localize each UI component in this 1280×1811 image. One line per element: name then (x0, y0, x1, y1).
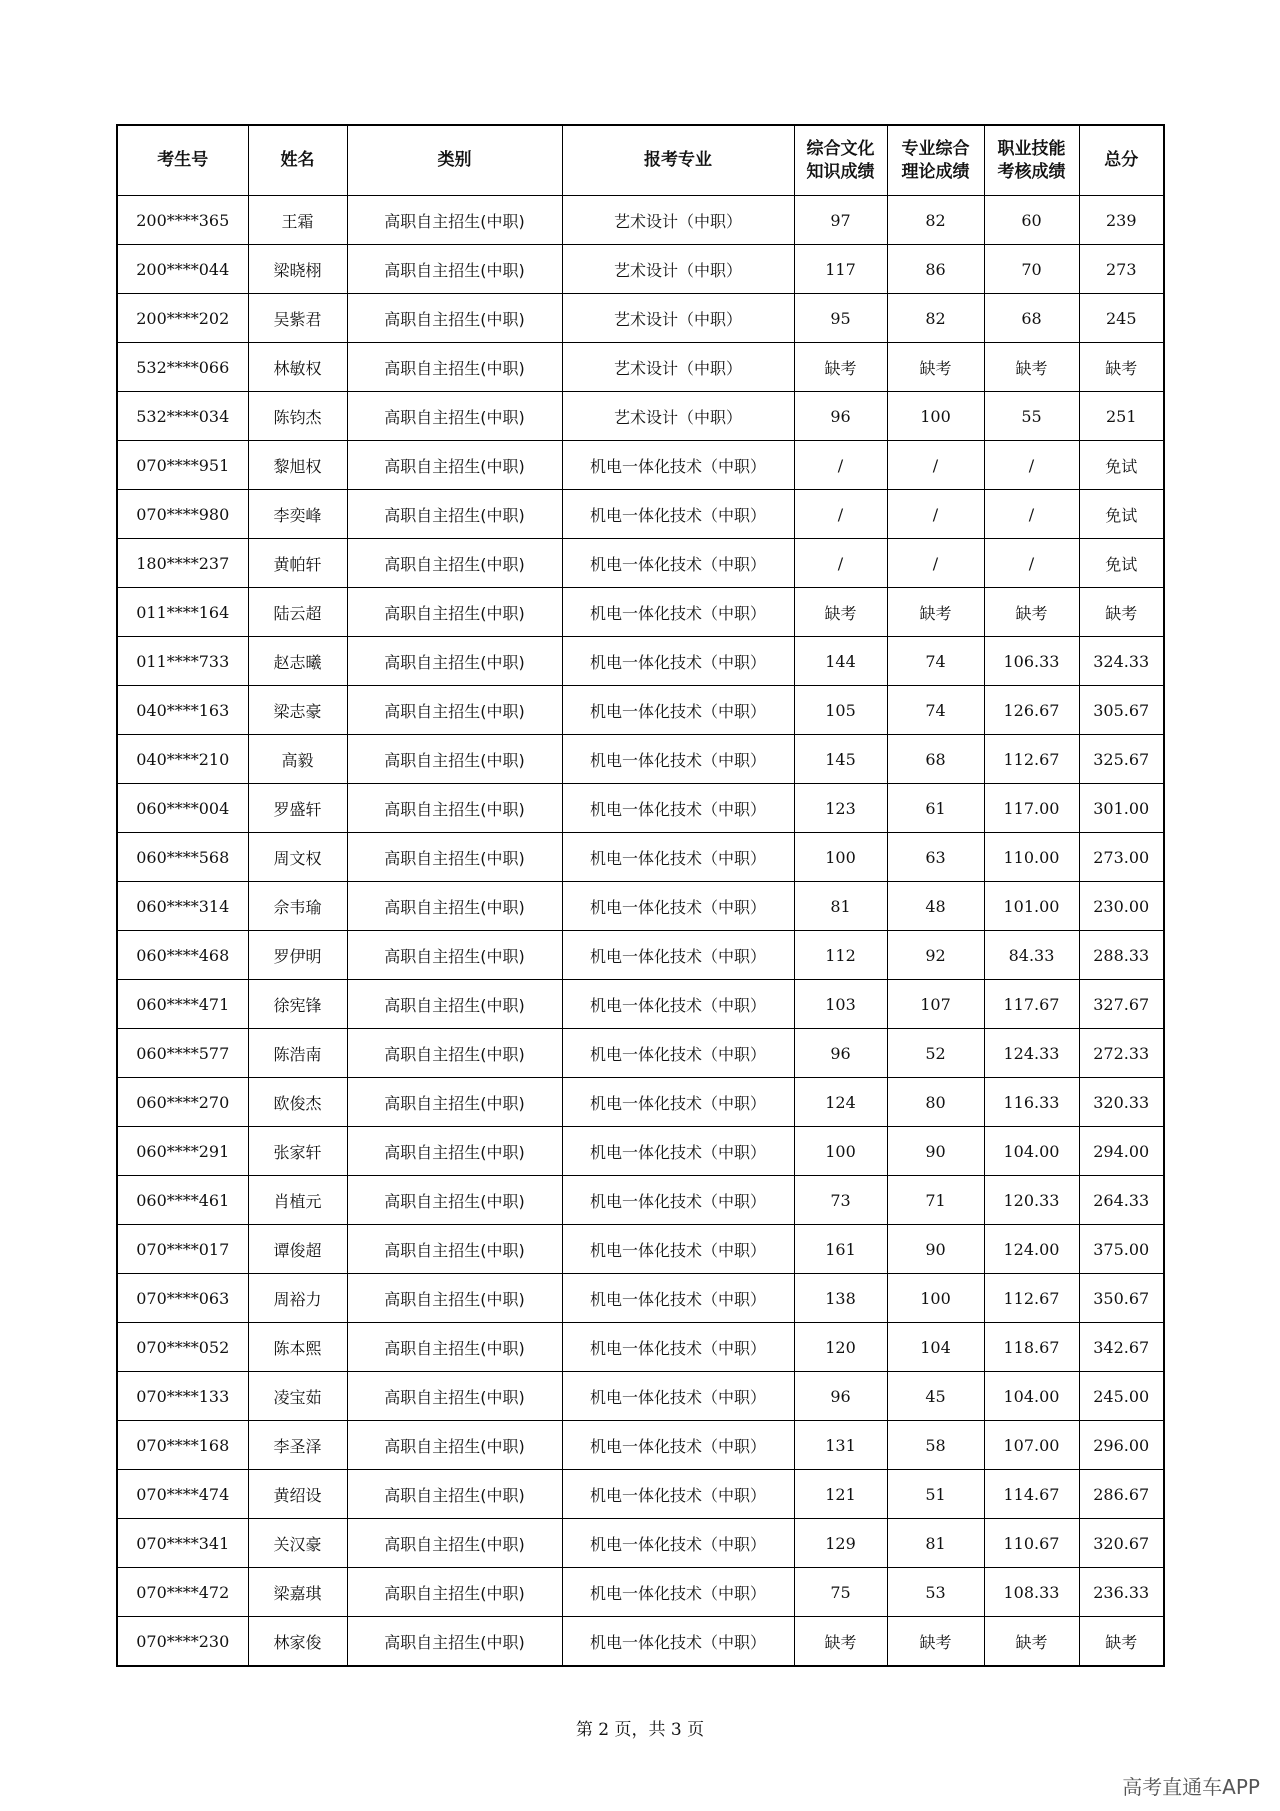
score-table (116, 124, 1165, 1667)
table-row (117, 1078, 1164, 1127)
category-cell: 高职自主招生(中职) (347, 343, 562, 392)
name-cell: 肖植元 (248, 1176, 347, 1225)
table-row (117, 833, 1164, 882)
culture-score-cell: 120 (794, 1323, 887, 1372)
table-row (117, 588, 1164, 637)
theory-score-cell: 58 (887, 1421, 984, 1470)
name-cell: 罗盛轩 (248, 784, 347, 833)
total-score-cell: 325.67 (1079, 735, 1164, 784)
name-cell: 李圣泽 (248, 1421, 347, 1470)
category-cell: 高职自主招生(中职) (347, 882, 562, 931)
watermark-text: 高考直通车APP (1122, 1775, 1260, 1799)
exam-id-cell: 060****270 (117, 1078, 248, 1127)
total-score-cell: 236.33 (1079, 1568, 1164, 1617)
total-score-cell: 296.00 (1079, 1421, 1164, 1470)
name-cell: 林家俊 (248, 1617, 347, 1667)
culture-score-cell: 缺考 (794, 343, 887, 392)
theory-score-cell: 52 (887, 1029, 984, 1078)
exam-id-cell: 060****291 (117, 1127, 248, 1176)
major-cell: 艺术设计（中职） (562, 245, 794, 294)
header-name: 姓名 (248, 125, 347, 196)
exam-id-cell: 040****163 (117, 686, 248, 735)
major-cell: 机电一体化技术（中职） (562, 1029, 794, 1078)
name-cell: 欧俊杰 (248, 1078, 347, 1127)
exam-id-cell: 060****461 (117, 1176, 248, 1225)
total-score-cell: 294.00 (1079, 1127, 1164, 1176)
theory-score-cell: 61 (887, 784, 984, 833)
header-culture-line2: 知识成绩 (806, 161, 875, 182)
category-cell: 高职自主招生(中职) (347, 1421, 562, 1470)
header-skill-line2: 考核成绩 (997, 161, 1066, 182)
total-score-cell: 缺考 (1079, 588, 1164, 637)
skill-score-cell: 124.00 (984, 1225, 1079, 1274)
theory-score-cell: 45 (887, 1372, 984, 1421)
exam-id-cell: 070****341 (117, 1519, 248, 1568)
category-cell: 高职自主招生(中职) (347, 833, 562, 882)
culture-score-cell: / (794, 539, 887, 588)
culture-score-cell: 95 (794, 294, 887, 343)
major-cell: 机电一体化技术（中职） (562, 980, 794, 1029)
category-cell: 高职自主招生(中职) (347, 1617, 562, 1667)
major-cell: 机电一体化技术（中职） (562, 1519, 794, 1568)
culture-score-cell: / (794, 490, 887, 539)
major-cell: 艺术设计（中职） (562, 343, 794, 392)
name-cell: 罗伊明 (248, 931, 347, 980)
culture-score-cell: 103 (794, 980, 887, 1029)
skill-score-cell: 104.00 (984, 1127, 1079, 1176)
table-row (117, 1470, 1164, 1519)
exam-id-cell: 200****365 (117, 196, 248, 245)
theory-score-cell: 缺考 (887, 343, 984, 392)
total-score-cell: 342.67 (1079, 1323, 1164, 1372)
table-row (117, 441, 1164, 490)
name-cell: 吴紫君 (248, 294, 347, 343)
culture-score-cell: 100 (794, 1127, 887, 1176)
table-row (117, 931, 1164, 980)
table-row (117, 980, 1164, 1029)
theory-score-cell: 缺考 (887, 588, 984, 637)
category-cell: 高职自主招生(中职) (347, 931, 562, 980)
table-row (117, 392, 1164, 441)
culture-score-cell: 105 (794, 686, 887, 735)
table-row (117, 343, 1164, 392)
major-cell: 机电一体化技术（中职） (562, 784, 794, 833)
culture-score-cell: 112 (794, 931, 887, 980)
total-score-cell: 320.33 (1079, 1078, 1164, 1127)
exam-id-cell: 060****568 (117, 833, 248, 882)
skill-score-cell: 124.33 (984, 1029, 1079, 1078)
header-culture-line1: 综合文化 (806, 138, 875, 159)
category-cell: 高职自主招生(中职) (347, 196, 562, 245)
major-cell: 机电一体化技术（中职） (562, 1323, 794, 1372)
exam-id-cell: 070****168 (117, 1421, 248, 1470)
skill-score-cell: 118.67 (984, 1323, 1079, 1372)
skill-score-cell: 106.33 (984, 637, 1079, 686)
table-header (117, 125, 1164, 196)
exam-id-cell: 011****164 (117, 588, 248, 637)
name-cell: 关汉豪 (248, 1519, 347, 1568)
total-score-cell: 免试 (1079, 539, 1164, 588)
theory-score-cell: 90 (887, 1127, 984, 1176)
skill-score-cell: 112.67 (984, 735, 1079, 784)
theory-score-cell: 缺考 (887, 1617, 984, 1667)
category-cell: 高职自主招生(中职) (347, 294, 562, 343)
header-theory-score (887, 125, 984, 196)
total-score-cell: 免试 (1079, 490, 1164, 539)
theory-score-cell: 100 (887, 1274, 984, 1323)
skill-score-cell: 缺考 (984, 588, 1079, 637)
table-row (117, 1519, 1164, 1568)
header-category: 类别 (347, 125, 562, 196)
header-major: 报考专业 (562, 125, 794, 196)
name-cell: 黎旭权 (248, 441, 347, 490)
category-cell: 高职自主招生(中职) (347, 392, 562, 441)
name-cell: 黄绍设 (248, 1470, 347, 1519)
culture-score-cell: 缺考 (794, 588, 887, 637)
theory-score-cell: 100 (887, 392, 984, 441)
major-cell: 艺术设计（中职） (562, 196, 794, 245)
total-score-cell: 272.33 (1079, 1029, 1164, 1078)
header-exam-id: 考生号 (117, 125, 248, 196)
major-cell: 机电一体化技术（中职） (562, 1568, 794, 1617)
category-cell: 高职自主招生(中职) (347, 588, 562, 637)
skill-score-cell: 70 (984, 245, 1079, 294)
skill-score-cell: 126.67 (984, 686, 1079, 735)
culture-score-cell: 75 (794, 1568, 887, 1617)
theory-score-cell: 81 (887, 1519, 984, 1568)
major-cell: 机电一体化技术（中职） (562, 833, 794, 882)
major-cell: 机电一体化技术（中职） (562, 1225, 794, 1274)
total-score-cell: 273.00 (1079, 833, 1164, 882)
category-cell: 高职自主招生(中职) (347, 1127, 562, 1176)
category-cell: 高职自主招生(中职) (347, 1225, 562, 1274)
exam-id-cell: 070****063 (117, 1274, 248, 1323)
page-number: 第 2 页，共 3 页 (575, 1720, 705, 1740)
name-cell: 李奕峰 (248, 490, 347, 539)
exam-id-cell: 011****733 (117, 637, 248, 686)
culture-score-cell: / (794, 441, 887, 490)
total-score-cell: 230.00 (1079, 882, 1164, 931)
name-cell: 梁嘉琪 (248, 1568, 347, 1617)
total-score-cell: 375.00 (1079, 1225, 1164, 1274)
table-row (117, 294, 1164, 343)
culture-score-cell: 144 (794, 637, 887, 686)
table-row (117, 1176, 1164, 1225)
major-cell: 机电一体化技术（中职） (562, 1372, 794, 1421)
category-cell: 高职自主招生(中职) (347, 490, 562, 539)
table-row (117, 735, 1164, 784)
major-cell: 机电一体化技术（中职） (562, 1078, 794, 1127)
culture-score-cell: 100 (794, 833, 887, 882)
skill-score-cell: 112.67 (984, 1274, 1079, 1323)
exam-id-cell: 070****951 (117, 441, 248, 490)
name-cell: 凌宝茹 (248, 1372, 347, 1421)
theory-score-cell: 90 (887, 1225, 984, 1274)
major-cell: 机电一体化技术（中职） (562, 490, 794, 539)
total-score-cell: 288.33 (1079, 931, 1164, 980)
culture-score-cell: 121 (794, 1470, 887, 1519)
major-cell: 机电一体化技术（中职） (562, 539, 794, 588)
total-score-cell: 301.00 (1079, 784, 1164, 833)
skill-score-cell: 60 (984, 196, 1079, 245)
skill-score-cell: 68 (984, 294, 1079, 343)
exam-id-cell: 060****314 (117, 882, 248, 931)
theory-score-cell: 71 (887, 1176, 984, 1225)
major-cell: 机电一体化技术（中职） (562, 441, 794, 490)
exam-id-cell: 060****577 (117, 1029, 248, 1078)
category-cell: 高职自主招生(中职) (347, 784, 562, 833)
name-cell: 徐宪锋 (248, 980, 347, 1029)
name-cell: 梁晓栩 (248, 245, 347, 294)
major-cell: 机电一体化技术（中职） (562, 1176, 794, 1225)
skill-score-cell: 120.33 (984, 1176, 1079, 1225)
table-row (117, 490, 1164, 539)
category-cell: 高职自主招生(中职) (347, 735, 562, 784)
total-score-cell: 286.67 (1079, 1470, 1164, 1519)
skill-score-cell: 110.00 (984, 833, 1079, 882)
total-score-cell: 264.33 (1079, 1176, 1164, 1225)
culture-score-cell: 124 (794, 1078, 887, 1127)
theory-score-cell: 53 (887, 1568, 984, 1617)
culture-score-cell: 97 (794, 196, 887, 245)
table-row (117, 1617, 1164, 1667)
name-cell: 陆云超 (248, 588, 347, 637)
culture-score-cell: 96 (794, 1372, 887, 1421)
culture-score-cell: 96 (794, 1029, 887, 1078)
exam-id-cell: 070****017 (117, 1225, 248, 1274)
theory-score-cell: 48 (887, 882, 984, 931)
skill-score-cell: 84.33 (984, 931, 1079, 980)
table-row (117, 637, 1164, 686)
major-cell: 机电一体化技术（中职） (562, 1617, 794, 1667)
table-row (117, 784, 1164, 833)
name-cell: 张家轩 (248, 1127, 347, 1176)
culture-score-cell: 131 (794, 1421, 887, 1470)
category-cell: 高职自主招生(中职) (347, 1176, 562, 1225)
name-cell: 周裕力 (248, 1274, 347, 1323)
exam-id-cell: 532****034 (117, 392, 248, 441)
header-theory-line1: 专业综合 (901, 138, 970, 159)
category-cell: 高职自主招生(中职) (347, 1372, 562, 1421)
skill-score-cell: 缺考 (984, 1617, 1079, 1667)
major-cell: 机电一体化技术（中职） (562, 1274, 794, 1323)
theory-score-cell: 80 (887, 1078, 984, 1127)
skill-score-cell: 116.33 (984, 1078, 1079, 1127)
table-row (117, 1421, 1164, 1470)
exam-id-cell: 060****004 (117, 784, 248, 833)
total-score-cell: 350.67 (1079, 1274, 1164, 1323)
major-cell: 机电一体化技术（中职） (562, 882, 794, 931)
culture-score-cell: 117 (794, 245, 887, 294)
total-score-cell: 239 (1079, 196, 1164, 245)
header-row (117, 125, 1164, 196)
total-score-cell: 245.00 (1079, 1372, 1164, 1421)
category-cell: 高职自主招生(中职) (347, 1568, 562, 1617)
major-cell: 机电一体化技术（中职） (562, 1470, 794, 1519)
table-row (117, 1127, 1164, 1176)
table-row (117, 1274, 1164, 1323)
total-score-cell: 缺考 (1079, 343, 1164, 392)
category-cell: 高职自主招生(中职) (347, 1274, 562, 1323)
name-cell: 佘韦瑜 (248, 882, 347, 931)
table-row (117, 1225, 1164, 1274)
culture-score-cell: 129 (794, 1519, 887, 1568)
major-cell: 机电一体化技术（中职） (562, 1421, 794, 1470)
category-cell: 高职自主招生(中职) (347, 1029, 562, 1078)
header-culture-score (794, 125, 887, 196)
theory-score-cell: 86 (887, 245, 984, 294)
skill-score-cell: 101.00 (984, 882, 1079, 931)
theory-score-cell: 104 (887, 1323, 984, 1372)
culture-score-cell: 161 (794, 1225, 887, 1274)
total-score-cell: 305.67 (1079, 686, 1164, 735)
name-cell: 陈本熙 (248, 1323, 347, 1372)
exam-id-cell: 040****210 (117, 735, 248, 784)
theory-score-cell: 51 (887, 1470, 984, 1519)
theory-score-cell: 74 (887, 637, 984, 686)
theory-score-cell: 82 (887, 294, 984, 343)
major-cell: 机电一体化技术（中职） (562, 931, 794, 980)
table-row (117, 882, 1164, 931)
skill-score-cell: / (984, 490, 1079, 539)
header-theory-line2: 理论成绩 (901, 161, 970, 182)
culture-score-cell: 96 (794, 392, 887, 441)
major-cell: 机电一体化技术（中职） (562, 637, 794, 686)
exam-id-cell: 532****066 (117, 343, 248, 392)
major-cell: 机电一体化技术（中职） (562, 588, 794, 637)
theory-score-cell: / (887, 490, 984, 539)
total-score-cell: 缺考 (1079, 1617, 1164, 1667)
table-row (117, 686, 1164, 735)
theory-score-cell: 82 (887, 196, 984, 245)
name-cell: 黄帕轩 (248, 539, 347, 588)
total-score-cell: 324.33 (1079, 637, 1164, 686)
exam-id-cell: 070****230 (117, 1617, 248, 1667)
category-cell: 高职自主招生(中职) (347, 1078, 562, 1127)
exam-id-cell: 060****471 (117, 980, 248, 1029)
skill-score-cell: / (984, 441, 1079, 490)
total-score-cell: 251 (1079, 392, 1164, 441)
header-skill-line1: 职业技能 (997, 138, 1066, 159)
table-row (117, 1372, 1164, 1421)
category-cell: 高职自主招生(中职) (347, 637, 562, 686)
name-cell: 陈浩南 (248, 1029, 347, 1078)
category-cell: 高职自主招生(中职) (347, 980, 562, 1029)
exam-id-cell: 070****133 (117, 1372, 248, 1421)
exam-id-cell: 200****202 (117, 294, 248, 343)
skill-score-cell: 107.00 (984, 1421, 1079, 1470)
table-row (117, 245, 1164, 294)
total-score-cell: 免试 (1079, 441, 1164, 490)
skill-score-cell: 108.33 (984, 1568, 1079, 1617)
theory-score-cell: / (887, 441, 984, 490)
exam-id-cell: 070****980 (117, 490, 248, 539)
theory-score-cell: 92 (887, 931, 984, 980)
name-cell: 高毅 (248, 735, 347, 784)
exam-id-cell: 200****044 (117, 245, 248, 294)
theory-score-cell: / (887, 539, 984, 588)
skill-score-cell: / (984, 539, 1079, 588)
category-cell: 高职自主招生(中职) (347, 245, 562, 294)
skill-score-cell: 117.00 (984, 784, 1079, 833)
exam-id-cell: 180****237 (117, 539, 248, 588)
table-row (117, 539, 1164, 588)
major-cell: 艺术设计（中职） (562, 294, 794, 343)
category-cell: 高职自主招生(中职) (347, 1470, 562, 1519)
skill-score-cell: 110.67 (984, 1519, 1079, 1568)
culture-score-cell: 73 (794, 1176, 887, 1225)
category-cell: 高职自主招生(中职) (347, 539, 562, 588)
name-cell: 谭俊超 (248, 1225, 347, 1274)
theory-score-cell: 68 (887, 735, 984, 784)
major-cell: 机电一体化技术（中职） (562, 1127, 794, 1176)
name-cell: 陈钧杰 (248, 392, 347, 441)
total-score-cell: 320.67 (1079, 1519, 1164, 1568)
culture-score-cell: 123 (794, 784, 887, 833)
total-score-cell: 273 (1079, 245, 1164, 294)
skill-score-cell: 117.67 (984, 980, 1079, 1029)
skill-score-cell: 缺考 (984, 343, 1079, 392)
exam-id-cell: 060****468 (117, 931, 248, 980)
exam-id-cell: 070****474 (117, 1470, 248, 1519)
total-score-cell: 245 (1079, 294, 1164, 343)
major-cell: 机电一体化技术（中职） (562, 686, 794, 735)
header-total: 总分 (1079, 125, 1164, 196)
table-row (117, 1029, 1164, 1078)
category-cell: 高职自主招生(中职) (347, 686, 562, 735)
table-row (117, 1323, 1164, 1372)
culture-score-cell: 缺考 (794, 1617, 887, 1667)
table-body (117, 196, 1164, 1667)
culture-score-cell: 138 (794, 1274, 887, 1323)
table-row (117, 1568, 1164, 1617)
name-cell: 梁志豪 (248, 686, 347, 735)
culture-score-cell: 81 (794, 882, 887, 931)
exam-id-cell: 070****052 (117, 1323, 248, 1372)
theory-score-cell: 63 (887, 833, 984, 882)
category-cell: 高职自主招生(中职) (347, 1519, 562, 1568)
total-score-cell: 327.67 (1079, 980, 1164, 1029)
exam-id-cell: 070****472 (117, 1568, 248, 1617)
major-cell: 机电一体化技术（中职） (562, 735, 794, 784)
name-cell: 赵志曦 (248, 637, 347, 686)
major-cell: 艺术设计（中职） (562, 392, 794, 441)
category-cell: 高职自主招生(中职) (347, 441, 562, 490)
table-row (117, 196, 1164, 245)
category-cell: 高职自主招生(中职) (347, 1323, 562, 1372)
header-skill-score (984, 125, 1079, 196)
theory-score-cell: 74 (887, 686, 984, 735)
name-cell: 林敏权 (248, 343, 347, 392)
name-cell: 王霜 (248, 196, 347, 245)
skill-score-cell: 104.00 (984, 1372, 1079, 1421)
name-cell: 周文权 (248, 833, 347, 882)
theory-score-cell: 107 (887, 980, 984, 1029)
skill-score-cell: 114.67 (984, 1470, 1079, 1519)
culture-score-cell: 145 (794, 735, 887, 784)
skill-score-cell: 55 (984, 392, 1079, 441)
